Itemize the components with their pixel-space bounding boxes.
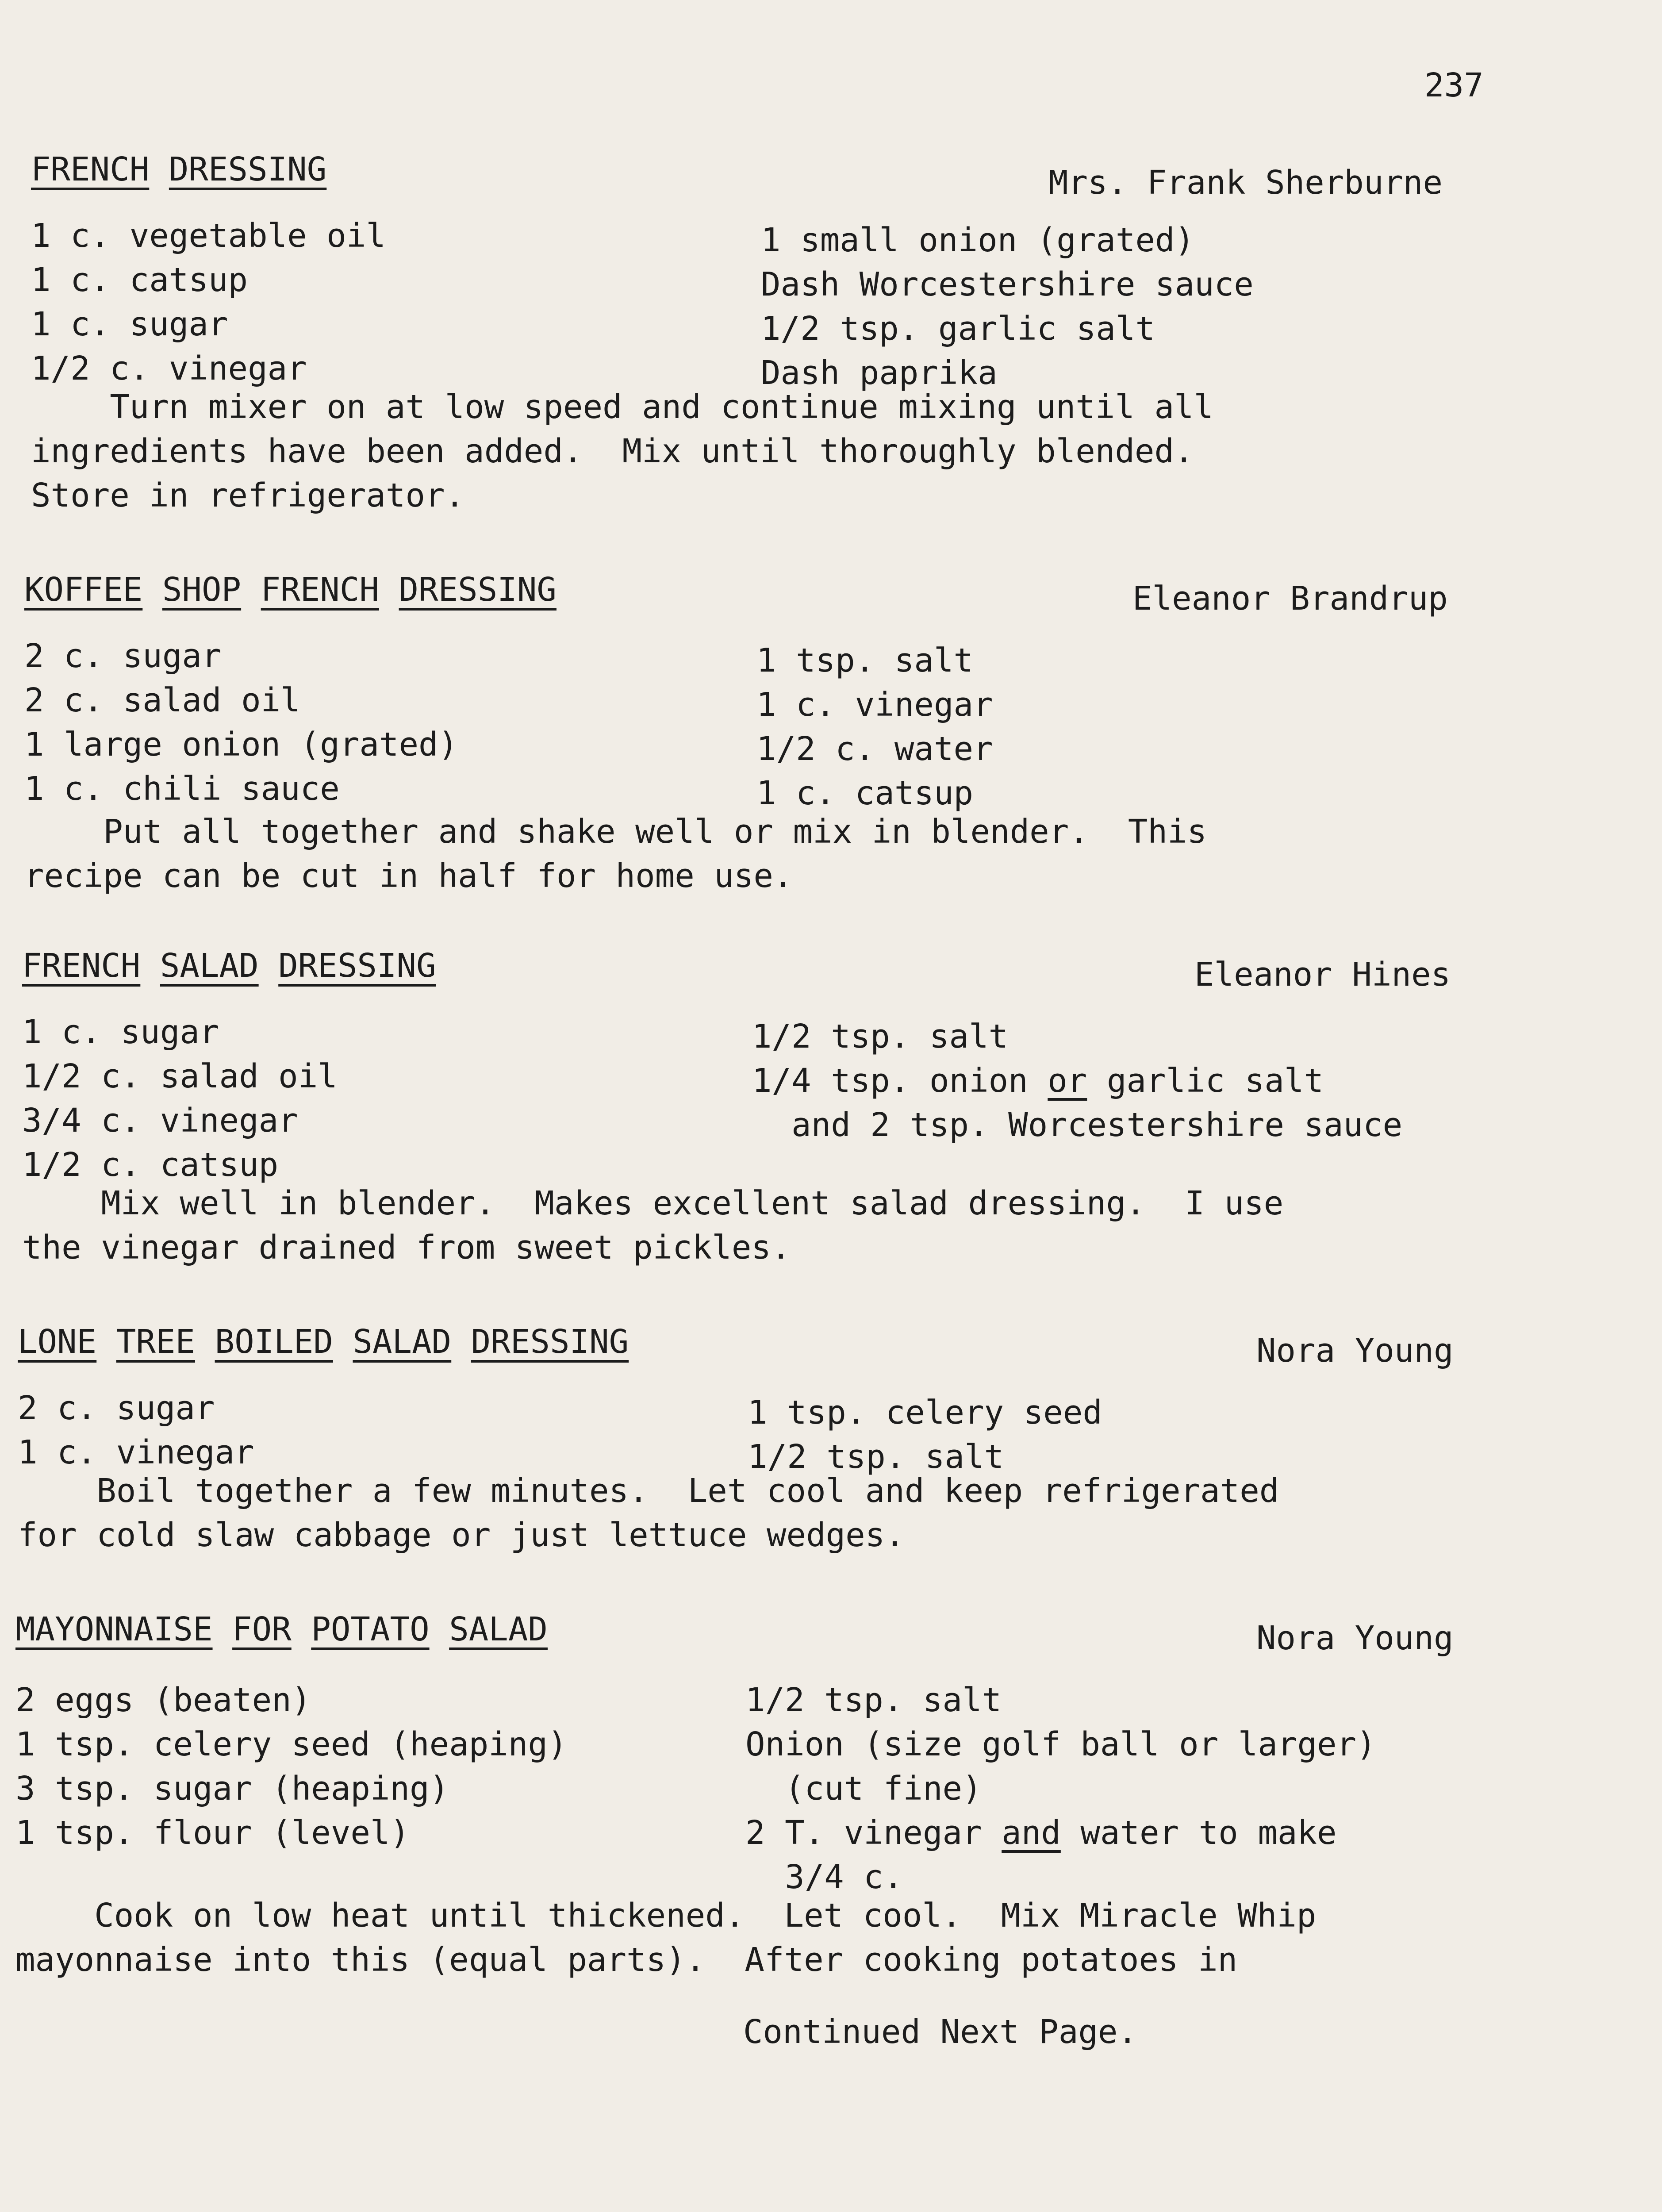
recipe-author: Eleanor Hines xyxy=(1194,956,1451,994)
recipe-author: Eleanor Brandrup xyxy=(1132,580,1448,618)
recipe-author: Nora Young xyxy=(1256,1619,1454,1657)
directions-line: for cold slaw cabbage or just lettuce wedges. xyxy=(18,1516,905,1554)
ingredient: 2 T. vinegar and water to make xyxy=(745,1814,1337,1852)
directions-line: recipe can be cut in half for home use. xyxy=(24,857,793,895)
recipe-title: LONE TREE BOILED SALAD DRESSING xyxy=(18,1323,629,1361)
ingredient: 1/2 c. vinegar xyxy=(31,349,307,388)
directions-line: Store in refrigerator. xyxy=(31,476,465,515)
recipe-author: Nora Young xyxy=(1256,1332,1454,1370)
directions-line: the vinegar drained from sweet pickles. xyxy=(22,1229,791,1267)
ingredient: 1/2 c. salad oil xyxy=(22,1057,338,1095)
ingredient: 1 c. vinegar xyxy=(756,686,993,724)
ingredient: 1 tsp. salt xyxy=(756,641,974,680)
ingredient: 1/2 c. water xyxy=(756,730,993,768)
ingredient: Dash Worcestershire sauce xyxy=(761,265,1254,303)
directions-line: Put all together and shake well or mix in blender. This xyxy=(24,813,1207,851)
recipe-author: Mrs. Frank Sherburne xyxy=(1048,164,1443,202)
ingredient: 3/4 c. xyxy=(745,1858,903,1896)
ingredient: 1/2 tsp. salt xyxy=(745,1681,1002,1719)
ingredient: 1 tsp. flour (level) xyxy=(15,1814,410,1852)
ingredient: Onion (size golf ball or larger) xyxy=(745,1725,1376,1763)
ingredient: 1/2 tsp. salt xyxy=(748,1438,1004,1476)
ingredient: 1/2 tsp. garlic salt xyxy=(761,310,1155,348)
ingredient: 1 c. sugar xyxy=(31,305,228,343)
ingredient: 2 c. sugar xyxy=(18,1389,215,1427)
ingredient: 1 c. catsup xyxy=(756,774,974,812)
ingredient: 1 large onion (grated) xyxy=(24,726,458,764)
ingredient: 1 c. chili sauce xyxy=(24,770,340,808)
ingredient: 1 tsp. celery seed xyxy=(748,1394,1102,1432)
ingredient: 3 tsp. sugar (heaping) xyxy=(15,1770,449,1808)
directions-line: mayonnaise into this (equal parts). After cooking potatoes in xyxy=(15,1941,1238,1979)
recipe-title: MAYONNAISE FOR POTATO SALAD xyxy=(15,1610,548,1648)
directions-line: Mix well in blender. Makes excellent salad dressing. I use xyxy=(22,1184,1284,1222)
directions-line: Boil together a few minutes. Let cool and keep refrigerated xyxy=(18,1472,1279,1510)
ingredient: 1/4 tsp. onion or garlic salt xyxy=(752,1062,1324,1100)
page-number: 237 xyxy=(1424,66,1484,104)
ingredient: 1 c. vegetable oil xyxy=(31,217,386,255)
ingredient: 1/2 tsp. salt xyxy=(752,1018,1009,1056)
ingredient: 1 c. vinegar xyxy=(18,1433,254,1471)
recipe-title: FRENCH DRESSING xyxy=(31,150,327,188)
ingredient: 1 c. sugar xyxy=(22,1013,219,1051)
ingredient: 1/2 c. catsup xyxy=(22,1146,279,1184)
ingredient: 2 eggs (beaten) xyxy=(15,1681,311,1719)
ingredient: 1 tsp. celery seed (heaping) xyxy=(15,1725,568,1763)
recipe-title: KOFFEE SHOP FRENCH DRESSING xyxy=(24,571,557,609)
recipe-title: FRENCH SALAD DRESSING xyxy=(22,947,436,985)
continued-note: Continued Next Page. xyxy=(743,2013,1138,2051)
ingredient: 2 c. salad oil xyxy=(24,681,300,719)
ingredient: 3/4 c. vinegar xyxy=(22,1102,298,1140)
directions-line: Cook on low heat until thickened. Let cool. Mix Miracle Whip xyxy=(15,1897,1317,1935)
ingredient: 2 c. sugar xyxy=(24,637,222,675)
directions-line: ingredients have been added. Mix until thoroughly blended. xyxy=(31,432,1194,470)
directions-line: Turn mixer on at low speed and continue mixing until all xyxy=(31,388,1214,426)
ingredient: (cut fine) xyxy=(745,1770,982,1808)
ingredient: 1 small onion (grated) xyxy=(761,221,1195,259)
ingredient: and 2 tsp. Worcestershire sauce xyxy=(752,1106,1403,1144)
ingredient: 1 c. catsup xyxy=(31,261,248,299)
ingredient: Dash paprika xyxy=(761,354,998,392)
